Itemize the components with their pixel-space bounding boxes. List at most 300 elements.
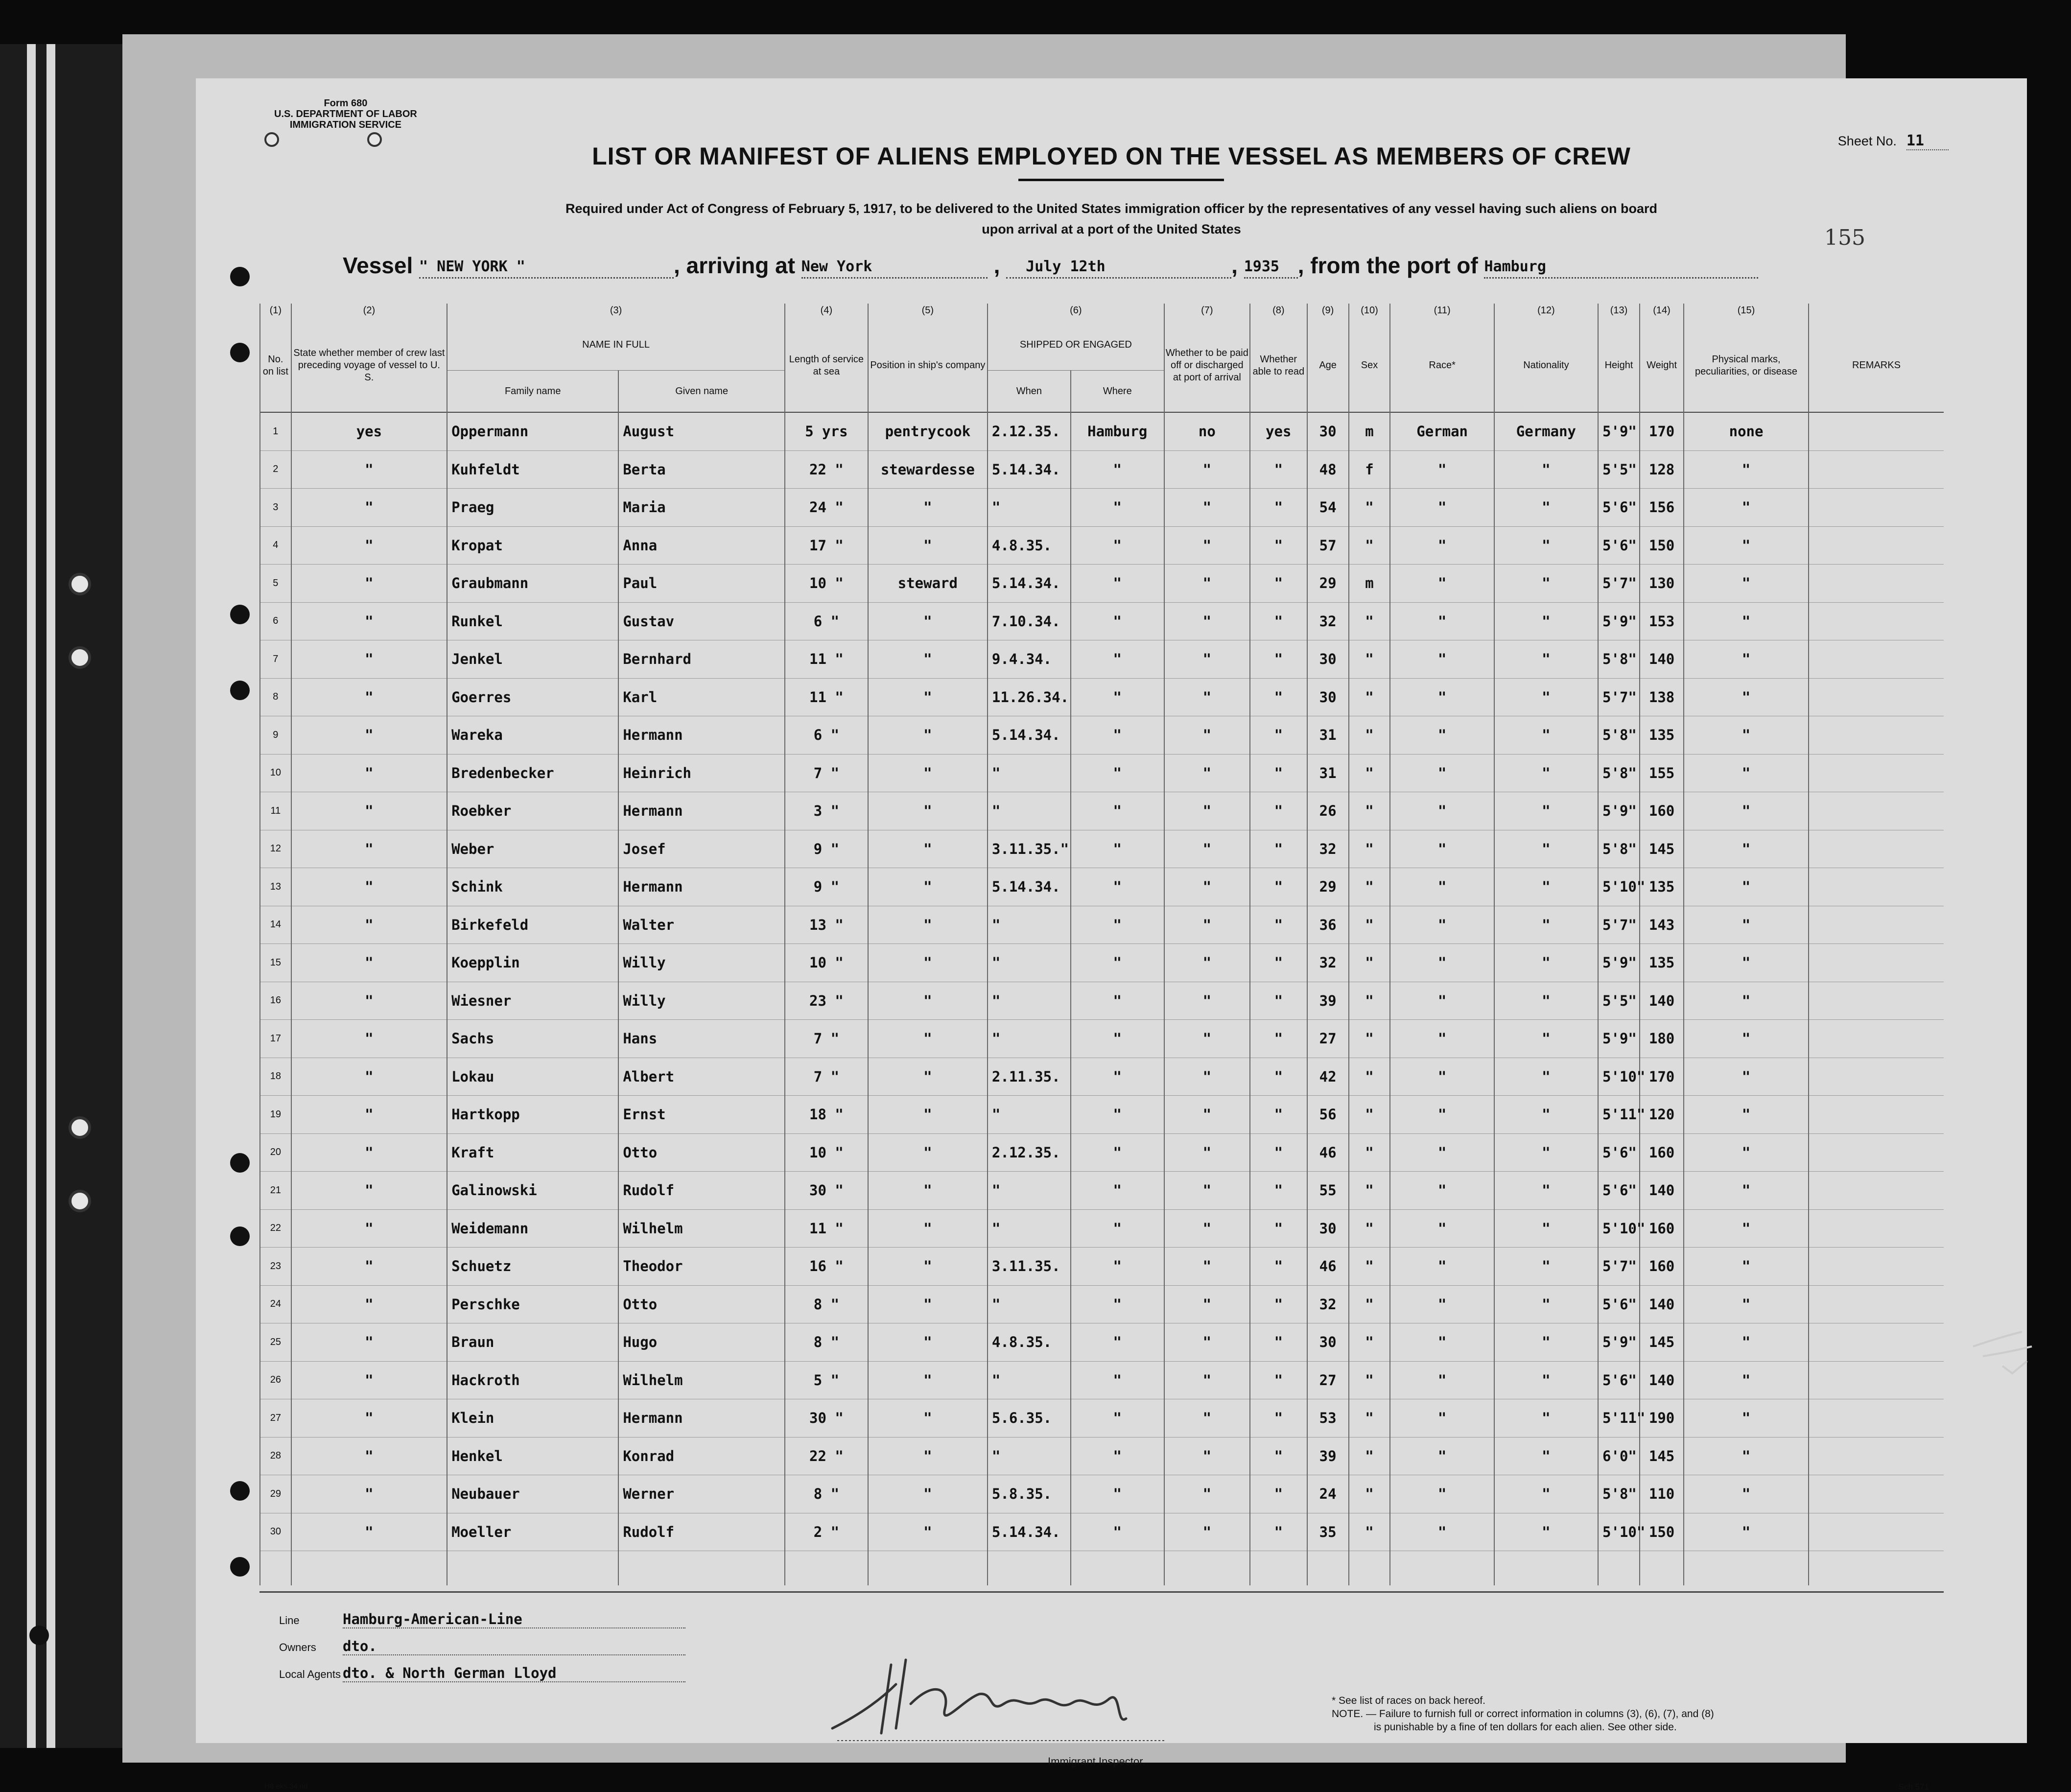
shipped-when-cell: " (988, 982, 1071, 1020)
able-to-read-cell: " (1250, 640, 1307, 679)
paid-off-cell: " (1164, 489, 1250, 527)
paid-off-cell: " (1164, 526, 1250, 565)
nationality-cell: " (1494, 450, 1598, 489)
family-name-cell: Jenkel (447, 640, 618, 679)
shipped-when-cell: " (988, 754, 1071, 792)
nationality-cell: " (1494, 1248, 1598, 1286)
remarks-cell (1809, 1513, 1944, 1551)
able-to-read-cell: " (1250, 1020, 1307, 1058)
shipped-when-cell: 9.4.34. (988, 640, 1071, 679)
weight-cell: 150 (1640, 526, 1684, 565)
row-number: 9 (260, 716, 291, 755)
column-number: (10) (1349, 304, 1390, 319)
service-length-cell: 30 " (785, 1172, 868, 1210)
height-cell: 5'10" (1598, 1058, 1640, 1096)
age-cell: 30 (1307, 640, 1349, 679)
header-remarks: REMARKS (1809, 319, 1944, 412)
able-to-read-cell: " (1250, 1513, 1307, 1551)
service-length-cell: 2 " (785, 1513, 868, 1551)
age-cell: 32 (1307, 830, 1349, 868)
service-length-cell: 5 yrs (785, 412, 868, 450)
header-where: Where (1071, 371, 1164, 413)
shipped-where-cell: " (1071, 450, 1164, 489)
page-subtitle (343, 198, 1880, 239)
able-to-read-cell: " (1250, 565, 1307, 603)
paid-off-cell: " (1164, 830, 1250, 868)
shipped-when-cell: 3.11.35." (988, 830, 1071, 868)
position-cell: " (868, 678, 988, 716)
row-number: 11 (260, 792, 291, 830)
previous-voyage-cell: " (291, 602, 447, 640)
paid-off-cell: " (1164, 565, 1250, 603)
header-able-to-read: Whether able to read (1250, 319, 1307, 412)
header-paid-off: Whether to be paid off or discharged at port of arrival (1164, 319, 1250, 412)
given-name-cell: Otto (618, 1285, 785, 1323)
remarks-cell (1809, 792, 1944, 830)
position-cell: " (868, 1475, 988, 1513)
inspector-label: Immigrant Inspector. (1048, 1755, 1146, 1768)
weight-cell: 150 (1640, 1513, 1684, 1551)
able-to-read-cell: " (1250, 1172, 1307, 1210)
table-row (260, 792, 1944, 830)
age-cell: 39 (1307, 1437, 1349, 1475)
physical-marks-cell: " (1684, 1285, 1809, 1323)
from-port-label: , from the port of (1297, 253, 1478, 278)
age-cell: 31 (1307, 754, 1349, 792)
shipped-when-cell: " (988, 1285, 1071, 1323)
given-name-cell: Rudolf (618, 1172, 785, 1210)
previous-voyage-cell: " (291, 1437, 447, 1475)
row-number: 14 (260, 906, 291, 944)
weight-cell: 135 (1640, 716, 1684, 755)
service-length-cell: 7 " (785, 1058, 868, 1096)
shipped-where-cell: " (1071, 1172, 1164, 1210)
column-number: (1) (260, 304, 291, 319)
given-name-cell: Hans (618, 1020, 785, 1058)
sex-cell: " (1349, 1248, 1390, 1286)
remarks-cell (1809, 1020, 1944, 1058)
header-given-name: Given name (618, 371, 785, 413)
vessel-name: " NEW YORK " (419, 258, 674, 279)
family-name-cell: Graubmann (447, 565, 618, 603)
race-cell: " (1390, 489, 1494, 527)
form-number: Form 680 (324, 98, 368, 109)
position-cell: pentrycook (868, 412, 988, 450)
age-cell: 29 (1307, 868, 1349, 906)
race-cell: " (1390, 1020, 1494, 1058)
able-to-read-cell: " (1250, 1285, 1307, 1323)
able-to-read-cell: " (1250, 1399, 1307, 1438)
table-row (260, 754, 1944, 792)
weight-cell: 110 (1640, 1475, 1684, 1513)
paid-off-cell: " (1164, 1399, 1250, 1438)
blank-cell (1250, 1551, 1307, 1586)
race-cell: " (1390, 1475, 1494, 1513)
family-name-cell: Kraft (447, 1133, 618, 1172)
previous-voyage-cell: " (291, 906, 447, 944)
remarks-cell (1809, 1172, 1944, 1210)
previous-voyage-cell: " (291, 1133, 447, 1172)
family-name-cell: Moeller (447, 1513, 618, 1551)
nationality-cell: " (1494, 1209, 1598, 1248)
race-cell: " (1390, 678, 1494, 716)
given-name-cell: Hermann (618, 792, 785, 830)
paid-off-cell: " (1164, 1361, 1250, 1399)
given-name-cell: Karl (618, 678, 785, 716)
previous-voyage-cell: " (291, 1020, 447, 1058)
able-to-read-cell: " (1250, 1361, 1307, 1399)
position-cell: " (868, 1133, 988, 1172)
punch-hole (230, 1557, 250, 1577)
height-cell: 5'7" (1598, 1248, 1640, 1286)
age-cell: 48 (1307, 450, 1349, 489)
height-cell: 5'8" (1598, 830, 1640, 868)
blank-cell (1071, 1551, 1164, 1586)
row-number: 18 (260, 1058, 291, 1096)
blank-cell (785, 1551, 868, 1586)
previous-voyage-cell: " (291, 1248, 447, 1286)
height-cell: 5'8" (1598, 754, 1640, 792)
shipped-where-cell: " (1071, 982, 1164, 1020)
previous-voyage-cell: " (291, 1399, 447, 1438)
previous-voyage-cell: " (291, 489, 447, 527)
crew-rows (260, 412, 1944, 1585)
table-row (260, 1020, 1944, 1058)
sex-cell: " (1349, 1133, 1390, 1172)
nationality-cell: " (1494, 716, 1598, 755)
age-cell: 46 (1307, 1248, 1349, 1286)
agents-label: Local Agents (279, 1668, 341, 1680)
previous-voyage-cell: yes (291, 412, 447, 450)
given-name-cell: Paul (618, 565, 785, 603)
blank-cell (1349, 1551, 1390, 1586)
blank-cell (868, 1551, 988, 1586)
row-number: 28 (260, 1437, 291, 1475)
able-to-read-cell: " (1250, 1248, 1307, 1286)
column-number: (11) (1390, 304, 1494, 319)
paid-off-cell: " (1164, 602, 1250, 640)
height-cell: 5'6" (1598, 1361, 1640, 1399)
nationality-cell: " (1494, 792, 1598, 830)
given-name-cell: Maria (618, 489, 785, 527)
sex-cell: m (1349, 412, 1390, 450)
remarks-cell (1809, 489, 1944, 527)
column-number: (13) (1598, 304, 1640, 319)
physical-marks-cell: " (1684, 1209, 1809, 1248)
shipped-where-cell: " (1071, 1513, 1164, 1551)
remarks-cell (1809, 1248, 1944, 1286)
sex-cell: " (1349, 944, 1390, 982)
margin-marks (1968, 1327, 2037, 1381)
position-cell: " (868, 1248, 988, 1286)
race-cell: " (1390, 565, 1494, 603)
nationality-cell: " (1494, 1133, 1598, 1172)
race-cell: " (1390, 830, 1494, 868)
paid-off-cell: " (1164, 1437, 1250, 1475)
blank-cell (1164, 1551, 1250, 1586)
table-row (260, 602, 1944, 640)
shipped-where-cell: " (1071, 792, 1164, 830)
blank-cell (1640, 1551, 1684, 1586)
physical-marks-cell: none (1684, 412, 1809, 450)
position-cell: " (868, 640, 988, 679)
nationality-cell: " (1494, 906, 1598, 944)
previous-voyage-cell: " (291, 1361, 447, 1399)
nationality-cell: " (1494, 526, 1598, 565)
remarks-cell (1809, 1437, 1944, 1475)
column-number: (5) (868, 304, 988, 319)
nationality-cell: " (1494, 830, 1598, 868)
sex-cell: " (1349, 1209, 1390, 1248)
blank-cell (1598, 1551, 1640, 1586)
physical-marks-cell: " (1684, 489, 1809, 527)
paid-off-cell: " (1164, 1323, 1250, 1362)
header-shipped-engaged: SHIPPED OR ENGAGED (988, 319, 1164, 371)
row-number: 8 (260, 678, 291, 716)
family-name-cell: Klein (447, 1399, 618, 1438)
column-number: (4) (785, 304, 868, 319)
table-row (260, 1437, 1944, 1475)
service-length-cell: 11 " (785, 640, 868, 679)
table-row (260, 526, 1944, 565)
sex-cell: " (1349, 754, 1390, 792)
able-to-read-cell: " (1250, 716, 1307, 755)
sex-cell: " (1349, 792, 1390, 830)
paid-off-cell: " (1164, 1096, 1250, 1134)
table-row (260, 1172, 1944, 1210)
family-name-cell: Galinowski (447, 1172, 618, 1210)
family-name-cell: Hartkopp (447, 1096, 618, 1134)
weight-cell: 128 (1640, 450, 1684, 489)
owners-value: dto. (343, 1638, 685, 1655)
punch-hole (69, 1190, 91, 1212)
shipped-where-cell: " (1071, 754, 1164, 792)
physical-marks-cell: " (1684, 1020, 1809, 1058)
age-cell: 46 (1307, 1133, 1349, 1172)
service-length-cell: 10 " (785, 1133, 868, 1172)
sex-cell: m (1349, 565, 1390, 603)
sex-cell: " (1349, 1437, 1390, 1475)
shipped-when-cell: " (988, 1020, 1071, 1058)
height-cell: 5'5" (1598, 450, 1640, 489)
age-cell: 57 (1307, 526, 1349, 565)
paid-off-cell: " (1164, 450, 1250, 489)
shipped-when-cell: 5.14.34. (988, 868, 1071, 906)
arrival-date: July 12th (1006, 258, 1231, 279)
shipped-when-cell: 4.8.35. (988, 1323, 1071, 1362)
height-cell: 5'11" (1598, 1399, 1640, 1438)
table-row (260, 1209, 1944, 1248)
height-cell: 5'9" (1598, 1020, 1640, 1058)
shipped-when-cell: 2.12.35. (988, 1133, 1071, 1172)
family-name-cell: Kropat (447, 526, 618, 565)
row-number: 19 (260, 1096, 291, 1134)
remarks-cell (1809, 1475, 1944, 1513)
shipped-when-cell: " (988, 1437, 1071, 1475)
nationality-cell: " (1494, 1513, 1598, 1551)
family-name-cell: Koepplin (447, 944, 618, 982)
given-name-cell: Willy (618, 982, 785, 1020)
shipped-where-cell: " (1071, 1096, 1164, 1134)
manifest-page (196, 78, 2027, 1792)
able-to-read-cell: " (1250, 944, 1307, 982)
table-row (260, 716, 1944, 755)
height-cell: 5'6" (1598, 489, 1640, 527)
form-code: H8 eks 34 nd (264, 1782, 308, 1791)
sex-cell: " (1349, 1020, 1390, 1058)
given-name-cell: Wilhelm (618, 1361, 785, 1399)
paid-off-cell: " (1164, 1285, 1250, 1323)
table-row (260, 982, 1944, 1020)
sex-cell: " (1349, 1058, 1390, 1096)
remarks-cell (1809, 1361, 1944, 1399)
table-row (260, 1323, 1944, 1362)
sex-cell: " (1349, 489, 1390, 527)
table-row (260, 640, 1944, 679)
given-name-cell: Theodor (618, 1248, 785, 1286)
given-name-cell: Rudolf (618, 1513, 785, 1551)
header-height: Height (1598, 319, 1640, 412)
nationality-cell: " (1494, 1323, 1598, 1362)
physical-marks-cell: " (1684, 830, 1809, 868)
remarks-cell (1809, 1133, 1944, 1172)
family-name-cell: Schink (447, 868, 618, 906)
sex-cell: " (1349, 1096, 1390, 1134)
vessel-info-line: Vessel " NEW YORK " , arriving at New York , July 12th , 1935 , from the port of Hamburg (343, 252, 1978, 279)
line-label: Line (279, 1614, 300, 1627)
row-number: 7 (260, 640, 291, 679)
family-name-cell: Schuetz (447, 1248, 618, 1286)
previous-voyage-cell: " (291, 982, 447, 1020)
weight-cell: 143 (1640, 906, 1684, 944)
age-cell: 56 (1307, 1096, 1349, 1134)
row-number: 25 (260, 1323, 291, 1362)
shipped-where-cell: " (1071, 1475, 1164, 1513)
shipped-when-cell: 2.11.35. (988, 1058, 1071, 1096)
shipped-where-cell: " (1071, 1437, 1164, 1475)
footer-agents-row (279, 1665, 685, 1682)
shipped-where-cell: " (1071, 906, 1164, 944)
paid-off-cell: " (1164, 1475, 1250, 1513)
header-weight: Weight (1640, 319, 1684, 412)
remarks-cell (1809, 565, 1944, 603)
punch-hole (69, 573, 91, 595)
sex-cell: " (1349, 1475, 1390, 1513)
position-cell: " (868, 1096, 988, 1134)
shipped-where-cell: " (1071, 1020, 1164, 1058)
physical-marks-cell: " (1684, 982, 1809, 1020)
remarks-cell (1809, 412, 1944, 450)
height-cell: 5'7" (1598, 906, 1640, 944)
header-nationality: Nationality (1494, 319, 1598, 412)
age-cell: 32 (1307, 602, 1349, 640)
paid-off-cell: " (1164, 1020, 1250, 1058)
weight-cell: 160 (1640, 1248, 1684, 1286)
blank-cell (447, 1551, 618, 1586)
physical-marks-cell: " (1684, 565, 1809, 603)
given-name-cell: Hugo (618, 1323, 785, 1362)
able-to-read-cell: " (1250, 1096, 1307, 1134)
race-cell: " (1390, 868, 1494, 906)
race-cell: " (1390, 1133, 1494, 1172)
service-length-cell: 18 " (785, 1096, 868, 1134)
height-cell: 5'9" (1598, 1323, 1640, 1362)
given-name-cell: Hermann (618, 868, 785, 906)
given-name-cell: Berta (618, 450, 785, 489)
paid-off-cell: " (1164, 1513, 1250, 1551)
service-length-cell: 9 " (785, 868, 868, 906)
table-row (260, 1285, 1944, 1323)
family-name-cell: Praeg (447, 489, 618, 527)
remarks-cell (1809, 1209, 1944, 1248)
shipped-when-cell: 5.6.35. (988, 1399, 1071, 1438)
remarks-cell (1809, 1096, 1944, 1134)
punch-hole (230, 267, 250, 286)
family-name-cell: Perschke (447, 1285, 618, 1323)
binder-stripe (27, 44, 36, 1748)
age-cell: 24 (1307, 1475, 1349, 1513)
shipped-when-cell: 4.8.35. (988, 526, 1071, 565)
arriving-label: , arriving at (674, 253, 796, 278)
age-cell: 26 (1307, 792, 1349, 830)
family-name-cell: Roebker (447, 792, 618, 830)
weight-cell: 160 (1640, 1209, 1684, 1248)
paid-off-cell: " (1164, 716, 1250, 755)
given-name-cell: Heinrich (618, 754, 785, 792)
table-row (260, 450, 1944, 489)
nationality-cell: " (1494, 1437, 1598, 1475)
weight-cell: 190 (1640, 1399, 1684, 1438)
header-race: Race* (1390, 319, 1494, 412)
service-length-cell: 8 " (785, 1323, 868, 1362)
previous-voyage-cell: " (291, 792, 447, 830)
arrival-year: 1935 (1244, 258, 1298, 279)
sex-cell: " (1349, 640, 1390, 679)
previous-voyage-cell: " (291, 1096, 447, 1134)
nationality-cell: " (1494, 868, 1598, 906)
previous-voyage-cell: " (291, 1285, 447, 1323)
column-number: (3) (447, 304, 785, 319)
punch-hole (230, 1153, 250, 1173)
punch-hole (69, 1116, 91, 1139)
service-length-cell: 6 " (785, 716, 868, 755)
nationality-cell: " (1494, 489, 1598, 527)
height-cell: 5'8" (1598, 640, 1640, 679)
given-name-cell: Bernhard (618, 640, 785, 679)
note-line: NOTE. — Failure to furnish full or correct information in columns (3), (6), (7), and (8) (1332, 1708, 1714, 1720)
physical-marks-cell: " (1684, 1399, 1809, 1438)
blank-cell (1684, 1551, 1809, 1586)
position-cell: " (868, 830, 988, 868)
header-age: Age (1307, 319, 1349, 412)
sex-cell: " (1349, 1399, 1390, 1438)
previous-voyage-cell: " (291, 450, 447, 489)
height-cell: 5'5" (1598, 982, 1640, 1020)
physical-marks-cell: " (1684, 1172, 1809, 1210)
family-name-cell: Braun (447, 1323, 618, 1362)
nationality-cell: " (1494, 678, 1598, 716)
previous-voyage-cell: " (291, 526, 447, 565)
position-cell: " (868, 1209, 988, 1248)
position-cell: stewardesse (868, 450, 988, 489)
row-number: 17 (260, 1020, 291, 1058)
physical-marks-cell: " (1684, 678, 1809, 716)
family-name-cell: Oppermann (447, 412, 618, 450)
remarks-cell (1809, 1285, 1944, 1323)
blank-cell (1390, 1551, 1494, 1586)
table-row (260, 830, 1944, 868)
height-cell: 5'6" (1598, 1133, 1640, 1172)
